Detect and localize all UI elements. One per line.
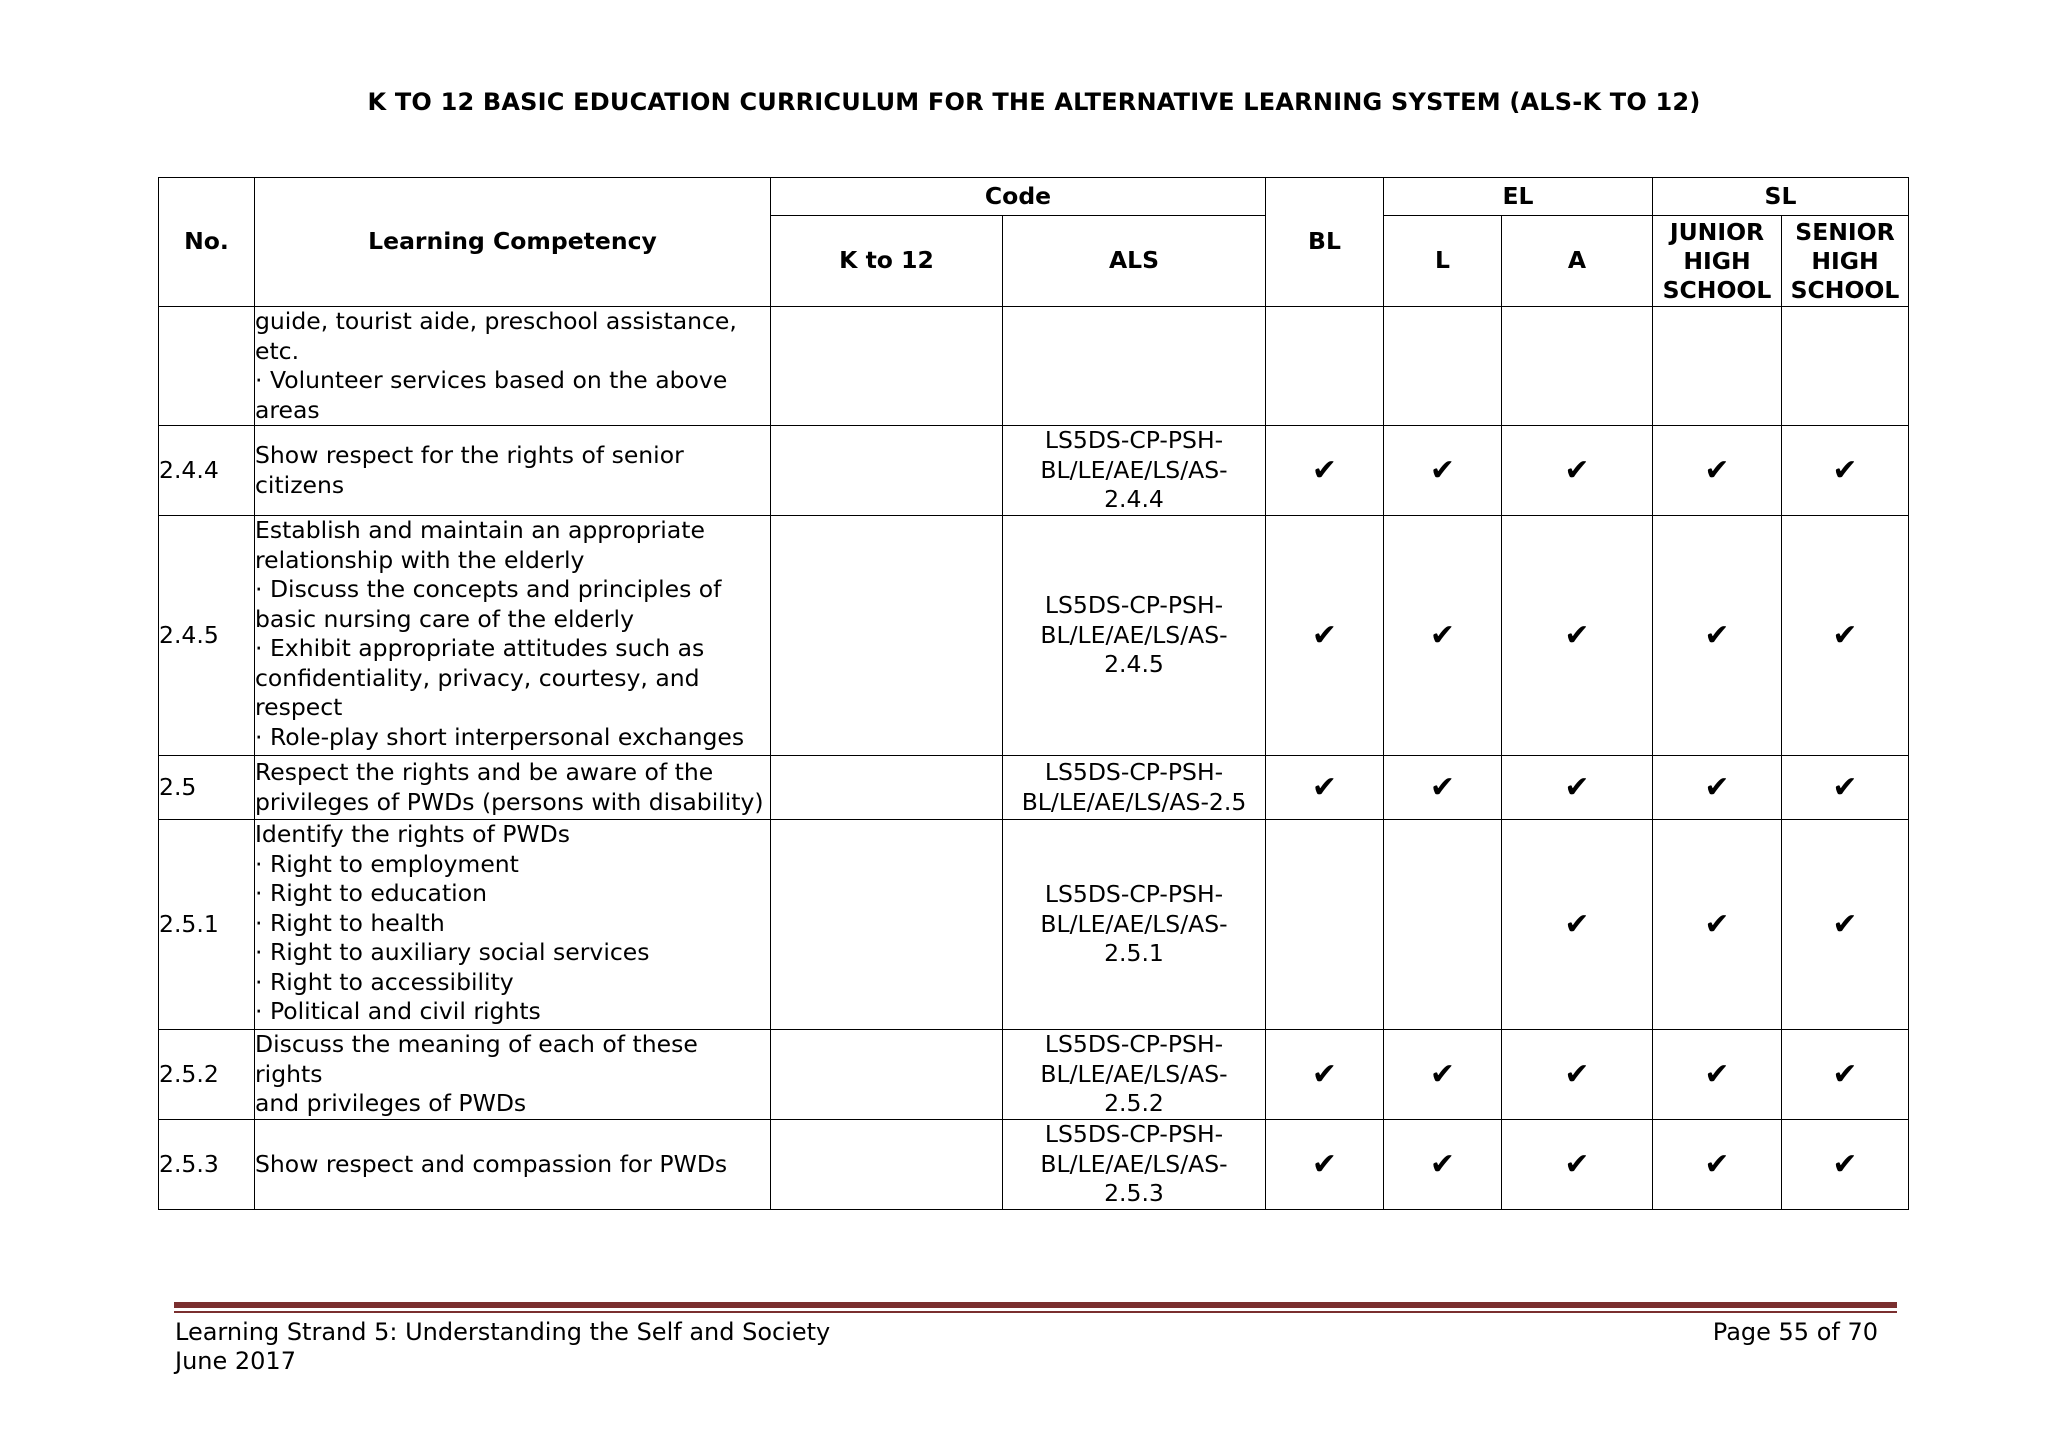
als-code-line: 2.5.3 xyxy=(1104,1179,1164,1208)
competency-line: · Exhibit appropriate attitudes such as xyxy=(255,634,705,662)
cell-number: 2.5.1 xyxy=(159,820,255,1030)
cell-learning-competency xyxy=(255,820,771,1030)
footer-date: June 2017 xyxy=(175,1347,296,1375)
competency-line: · Volunteer services based on the above xyxy=(255,366,728,394)
competency-line: · Political and civil rights xyxy=(255,997,541,1025)
competency-line: · Right to health xyxy=(255,908,445,937)
check-mark-icon: ✔ xyxy=(1311,1146,1338,1182)
cell-bl-check xyxy=(1266,1120,1384,1210)
cell-bl-check xyxy=(1266,307,1384,426)
cell-number: 2.4.4 xyxy=(159,426,255,516)
cell-jhs-check xyxy=(1653,516,1782,756)
competency-line: Respect the rights and be aware of the xyxy=(255,758,714,786)
cell-jhs-check xyxy=(1653,756,1782,820)
check-mark-icon: ✔ xyxy=(1832,452,1858,488)
als-code-line: BL/LE/AE/LS/AS- xyxy=(1040,620,1228,649)
header-l: L xyxy=(1384,216,1502,307)
header-senior-high-school: SENIOR HIGH SCHOOL xyxy=(1782,216,1909,307)
cell-k12-code xyxy=(771,756,1003,820)
check-mark-icon: ✔ xyxy=(1311,769,1338,805)
cell-learning-competency xyxy=(255,756,771,820)
cell-shs-check xyxy=(1782,820,1909,1030)
cell-number: 2.4.5 xyxy=(159,516,255,756)
table-body xyxy=(159,307,1909,1210)
check-mark-icon: ✔ xyxy=(1704,452,1730,488)
als-code-line: BL/LE/AE/LS/AS-2.5 xyxy=(1021,787,1247,816)
competency-line: · Right to employment xyxy=(255,849,519,878)
cell-number: 2.5.3 xyxy=(159,1120,255,1210)
cell-a-check xyxy=(1502,756,1653,820)
check-mark-icon: ✔ xyxy=(1564,1146,1590,1182)
header-no: No. xyxy=(159,178,255,307)
als-code-line: BL/LE/AE/LS/AS- xyxy=(1040,909,1228,938)
cell-l-check xyxy=(1384,820,1502,1030)
cell-bl-check xyxy=(1266,516,1384,756)
cell-bl-check xyxy=(1266,1030,1384,1120)
check-mark-icon: ✔ xyxy=(1311,1056,1338,1092)
cell-bl-check xyxy=(1266,426,1384,516)
competency-line: confidentiality, privacy, courtesy, and xyxy=(255,663,700,692)
check-mark-icon: ✔ xyxy=(1429,769,1456,805)
check-mark-icon: ✔ xyxy=(1704,1056,1730,1092)
als-code-line: LS5DS-CP-PSH- xyxy=(1044,880,1224,909)
cell-als-code xyxy=(1003,516,1266,756)
cell-shs-check xyxy=(1782,516,1909,756)
cell-l-check xyxy=(1384,1120,1502,1210)
competency-line: privileges of PWDs (persons with disability) xyxy=(255,787,764,816)
check-mark-icon: ✔ xyxy=(1832,1146,1858,1182)
document-title: K TO 12 BASIC EDUCATION CURRICULUM FOR THE ALTERNATIVE LEARNING SYSTEM (ALS-K TO 12) xyxy=(367,88,1701,116)
check-mark-icon: ✔ xyxy=(1704,1146,1730,1182)
table-row xyxy=(159,426,1909,516)
table-row xyxy=(159,307,1909,426)
cell-jhs-check xyxy=(1653,820,1782,1030)
cell-k12-code xyxy=(771,1120,1003,1210)
als-code-line: LS5DS-CP-PSH- xyxy=(1044,591,1224,620)
check-mark-icon: ✔ xyxy=(1429,1146,1456,1182)
check-mark-icon: ✔ xyxy=(1564,617,1590,653)
cell-k12-code xyxy=(771,516,1003,756)
competency-line: Show respect and compassion for PWDs xyxy=(255,1149,728,1178)
header-a: A xyxy=(1502,216,1653,307)
cell-jhs-check xyxy=(1653,307,1782,426)
cell-learning-competency xyxy=(255,516,771,756)
cell-number xyxy=(159,307,255,426)
cell-l-check xyxy=(1384,1030,1502,1120)
cell-k12-code xyxy=(771,820,1003,1030)
header-bl: BL xyxy=(1266,178,1384,307)
competency-line: · Role-play short interpersonal exchanges xyxy=(255,722,745,751)
competency-line: basic nursing care of the elderly xyxy=(255,604,634,633)
cell-l-check xyxy=(1384,426,1502,516)
table-row xyxy=(159,516,1909,756)
cell-shs-check xyxy=(1782,307,1909,426)
cell-learning-competency xyxy=(255,426,771,516)
check-mark-icon: ✔ xyxy=(1704,617,1730,653)
footer-rule xyxy=(174,1302,1897,1308)
header-learning-competency: Learning Competency xyxy=(255,178,771,307)
cell-k12-code xyxy=(771,426,1003,516)
als-code-line: BL/LE/AE/LS/AS- xyxy=(1040,1059,1228,1088)
check-mark-icon: ✔ xyxy=(1832,1056,1858,1092)
competency-line: · Right to auxiliary social services xyxy=(255,938,650,966)
cell-learning-competency xyxy=(255,1030,771,1120)
als-code-line: 2.5.1 xyxy=(1104,939,1164,968)
footer-strand: Learning Strand 5: Understanding the Self and Society xyxy=(175,1318,831,1346)
check-mark-icon: ✔ xyxy=(1832,769,1858,805)
als-code-line: 2.4.5 xyxy=(1104,650,1164,679)
cell-a-check xyxy=(1502,1030,1653,1120)
footer-page-number: Page 55 of 70 xyxy=(1712,1318,1878,1346)
cell-shs-check xyxy=(1782,1120,1909,1210)
als-code-line: 2.5.2 xyxy=(1104,1089,1164,1118)
competency-line: respect xyxy=(255,693,343,721)
cell-shs-check xyxy=(1782,426,1909,516)
cell-a-check xyxy=(1502,307,1653,426)
header-el: EL xyxy=(1384,178,1653,216)
cell-l-check xyxy=(1384,307,1502,426)
competency-line: Discuss the meaning of each of these rights xyxy=(255,1030,698,1088)
cell-learning-competency xyxy=(255,307,771,426)
cell-a-check xyxy=(1502,820,1653,1030)
table-row xyxy=(159,820,1909,1030)
table-row xyxy=(159,756,1909,820)
cell-als-code xyxy=(1003,426,1266,516)
check-mark-icon: ✔ xyxy=(1429,1056,1456,1092)
check-mark-icon: ✔ xyxy=(1832,906,1858,942)
check-mark-icon: ✔ xyxy=(1564,452,1590,488)
check-mark-icon: ✔ xyxy=(1311,452,1338,488)
header-als: ALS xyxy=(1003,216,1266,307)
competency-line: · Right to accessibility xyxy=(255,967,514,996)
competency-line: relationship with the elderly xyxy=(255,545,585,574)
competency-line: Show respect for the rights of senior citizens xyxy=(255,441,684,499)
header-sl: SL xyxy=(1653,178,1909,216)
cell-a-check xyxy=(1502,1120,1653,1210)
cell-a-check xyxy=(1502,426,1653,516)
cell-als-code xyxy=(1003,307,1266,426)
als-code-line: 2.4.4 xyxy=(1104,485,1164,514)
check-mark-icon: ✔ xyxy=(1704,906,1730,942)
check-mark-icon: ✔ xyxy=(1564,1056,1590,1092)
competency-line: guide, tourist aide, preschool assistance, etc. xyxy=(255,307,737,365)
competency-line: areas xyxy=(255,395,320,424)
check-mark-icon: ✔ xyxy=(1704,769,1730,805)
cell-bl-check xyxy=(1266,820,1384,1030)
cell-jhs-check xyxy=(1653,1030,1782,1120)
cell-l-check xyxy=(1384,516,1502,756)
cell-als-code xyxy=(1003,1120,1266,1210)
header-k-to-12: K to 12 xyxy=(771,216,1003,307)
als-code-line: BL/LE/AE/LS/AS- xyxy=(1040,1149,1228,1178)
als-code-line: LS5DS-CP-PSH- xyxy=(1044,426,1224,455)
cell-a-check xyxy=(1502,516,1653,756)
check-mark-icon: ✔ xyxy=(1311,617,1338,653)
als-code-line: BL/LE/AE/LS/AS- xyxy=(1040,455,1228,484)
cell-number: 2.5.2 xyxy=(159,1030,255,1120)
cell-bl-check xyxy=(1266,756,1384,820)
header-junior-high-school: JUNIOR HIGH SCHOOL xyxy=(1653,216,1782,307)
curriculum-table xyxy=(158,177,1909,1210)
check-mark-icon: ✔ xyxy=(1429,452,1456,488)
cell-als-code xyxy=(1003,1030,1266,1120)
table-row xyxy=(159,1120,1909,1210)
cell-l-check xyxy=(1384,756,1502,820)
cell-learning-competency xyxy=(255,1120,771,1210)
als-code-line: LS5DS-CP-PSH- xyxy=(1044,758,1224,786)
check-mark-icon: ✔ xyxy=(1832,617,1858,653)
als-code-line: LS5DS-CP-PSH- xyxy=(1044,1030,1224,1059)
footer-left xyxy=(175,1318,830,1376)
cell-als-code xyxy=(1003,820,1266,1030)
als-code-line: LS5DS-CP-PSH- xyxy=(1044,1120,1224,1149)
cell-k12-code xyxy=(771,307,1003,426)
header-code: Code xyxy=(771,178,1266,216)
cell-jhs-check xyxy=(1653,426,1782,516)
cell-shs-check xyxy=(1782,756,1909,820)
competency-line: Identify the rights of PWDs xyxy=(255,820,571,848)
check-mark-icon: ✔ xyxy=(1564,906,1590,942)
cell-k12-code xyxy=(771,1030,1003,1120)
cell-number: 2.5 xyxy=(159,756,255,820)
footer-rule-thin xyxy=(174,1311,1897,1313)
competency-line: Establish and maintain an appropriate xyxy=(255,516,705,544)
check-mark-icon: ✔ xyxy=(1564,769,1590,805)
competency-line: · Discuss the concepts and principles of xyxy=(255,575,722,603)
cell-jhs-check xyxy=(1653,1120,1782,1210)
check-mark-icon: ✔ xyxy=(1429,617,1456,653)
competency-line: · Right to education xyxy=(255,879,487,907)
cell-shs-check xyxy=(1782,1030,1909,1120)
cell-als-code xyxy=(1003,756,1266,820)
competency-line: and privileges of PWDs xyxy=(255,1089,527,1118)
table-row xyxy=(159,1030,1909,1120)
